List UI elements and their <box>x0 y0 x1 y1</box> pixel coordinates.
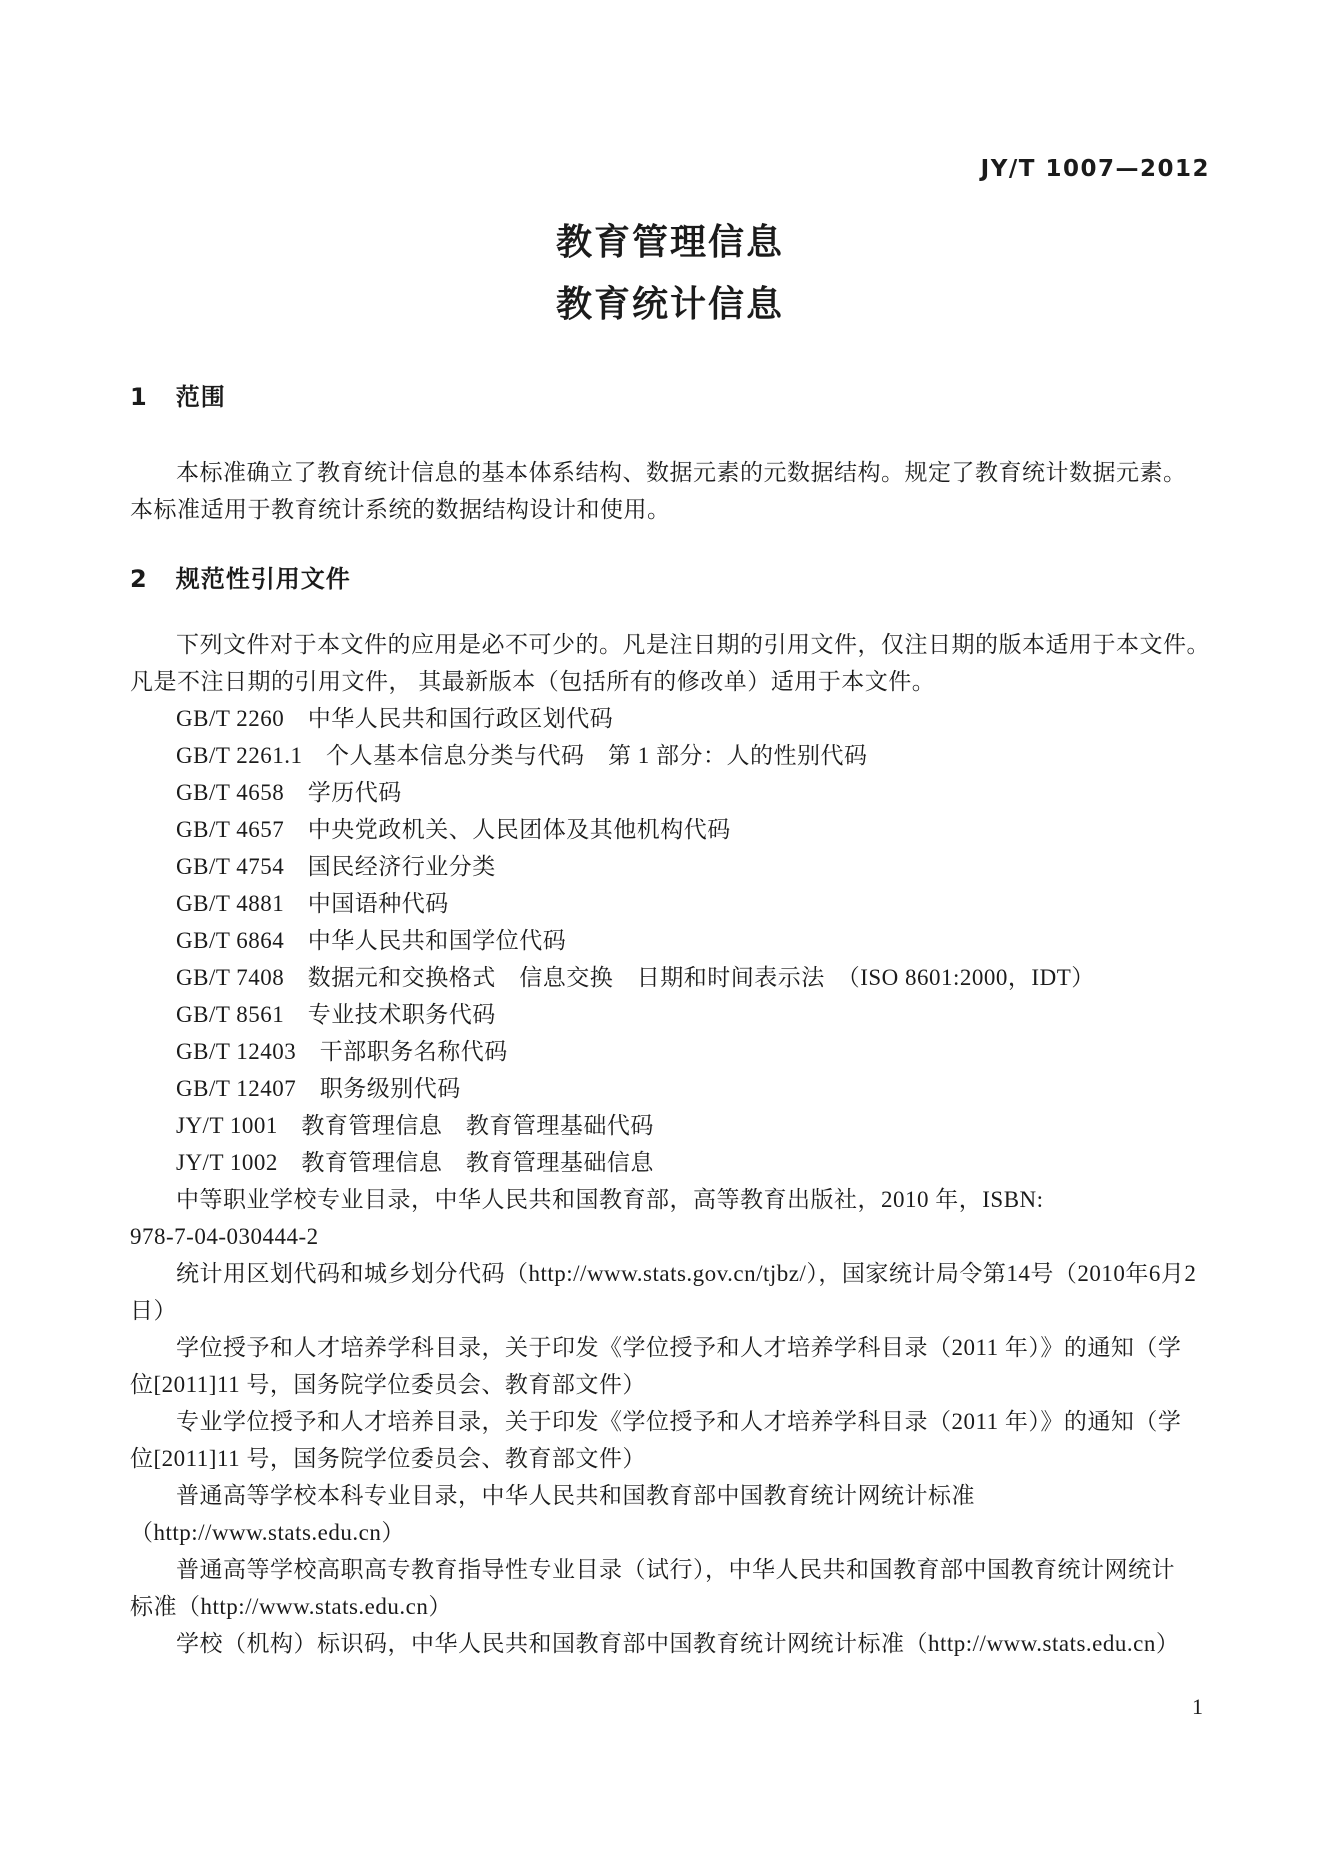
document-title-line-1: 教育管理信息 <box>555 222 784 263</box>
reference-line: 标准（http://www.stats.edu.cn） <box>130 1594 452 1619</box>
reference-line: 普通高等学校本科专业目录，中华人民共和国教育部中国教育统计网统计标准 <box>176 1483 975 1508</box>
section-heading-normative-references <box>130 562 1210 596</box>
section-number: 2 <box>130 565 148 593</box>
reference-line: JY/T 1001 教育管理信息 教育管理基础代码 <box>176 1113 654 1138</box>
reference-line: GB/T 4658 学历代码 <box>176 780 402 805</box>
reference-line: GB/T 4754 国民经济行业分类 <box>176 854 496 879</box>
reference-line: GB/T 4657 中央党政机关、人民团体及其他机构代码 <box>176 817 731 842</box>
reference-line: JY/T 1002 教育管理信息 教育管理基础信息 <box>176 1150 654 1175</box>
paragraph-line: 凡是不注日期的引用文件， 其最新版本（包括所有的修改单）适用于本文件。 <box>130 669 936 694</box>
reference-line: GB/T 8561 专业技术职务代码 <box>176 1002 496 1027</box>
reference-line: 统计用区划代码和城乡划分代码（http://www.stats.gov.cn/tjbz/），国家统计局令第14号（2010年6月2 <box>176 1261 1197 1286</box>
reference-line: GB/T 12403 干部职务名称代码 <box>176 1039 508 1064</box>
reference-line: 专业学位授予和人才培养目录，关于印发《学位授予和人才培养学科目录（2011 年）》的通知（学 <box>176 1409 1182 1434</box>
reference-line: 日） <box>130 1298 177 1323</box>
reference-line: GB/T 6864 中华人民共和国学位代码 <box>176 928 567 953</box>
paragraph-line: 下列文件对于本文件的应用是必不可少的。凡是注日期的引用文件，仅注日期的版本适用于本文件。 <box>176 632 1210 657</box>
normative-references-body <box>130 626 1210 1662</box>
section-title: 规范性引用文件 <box>175 565 351 593</box>
reference-line: GB/T 12407 职务级别代码 <box>176 1076 461 1101</box>
reference-line: GB/T 4881 中国语种代码 <box>176 891 449 916</box>
reference-line: 中等职业学校专业目录，中华人民共和国教育部，高等教育出版社，2010 年，ISBN: <box>176 1187 1044 1212</box>
section-number: 1 <box>130 383 148 411</box>
reference-line: 位[2011]11 号，国务院学位委员会、教育部文件） <box>130 1446 646 1471</box>
reference-line: GB/T 2260 中华人民共和国行政区划代码 <box>176 706 614 731</box>
document-title-line-2: 教育统计信息 <box>555 284 784 325</box>
reference-line: （http://www.stats.edu.cn） <box>130 1520 405 1545</box>
paragraph-line: 本标准适用于教育统计系统的数据结构设计和使用。 <box>130 497 671 522</box>
page-number: 1 <box>1192 1694 1203 1719</box>
reference-line: 普通高等学校高职高专教育指导性专业目录（试行），中华人民共和国教育部中国教育统计网统计 <box>176 1557 1175 1582</box>
section-heading-scope <box>130 380 1210 414</box>
standard-number: JY/T 1007—2012 <box>980 156 1210 182</box>
reference-line: 学位授予和人才培养学科目录，关于印发《学位授予和人才培养学科目录（2011 年）》的通知（学 <box>176 1335 1182 1360</box>
reference-line: GB/T 7408 数据元和交换格式 信息交换 日期和时间表示法 （ISO 8601:2000，IDT） <box>176 965 1095 990</box>
reference-line: 978-7-04-030444-2 <box>130 1224 319 1249</box>
scope-paragraph <box>130 454 1210 528</box>
paragraph-line: 本标准确立了教育统计信息的基本体系结构、数据元素的元数据结构。规定了教育统计数据元素。 <box>176 460 1187 485</box>
reference-line: 学校（机构）标识码，中华人民共和国教育部中国教育统计网统计标准（http://www.stats.edu.cn） <box>176 1631 1180 1656</box>
section-title: 范围 <box>175 383 226 411</box>
reference-line: GB/T 2261.1 个人基本信息分类与代码 第 1 部分：人的性别代码 <box>176 743 868 768</box>
reference-line: 位[2011]11 号，国务院学位委员会、教育部文件） <box>130 1372 646 1397</box>
